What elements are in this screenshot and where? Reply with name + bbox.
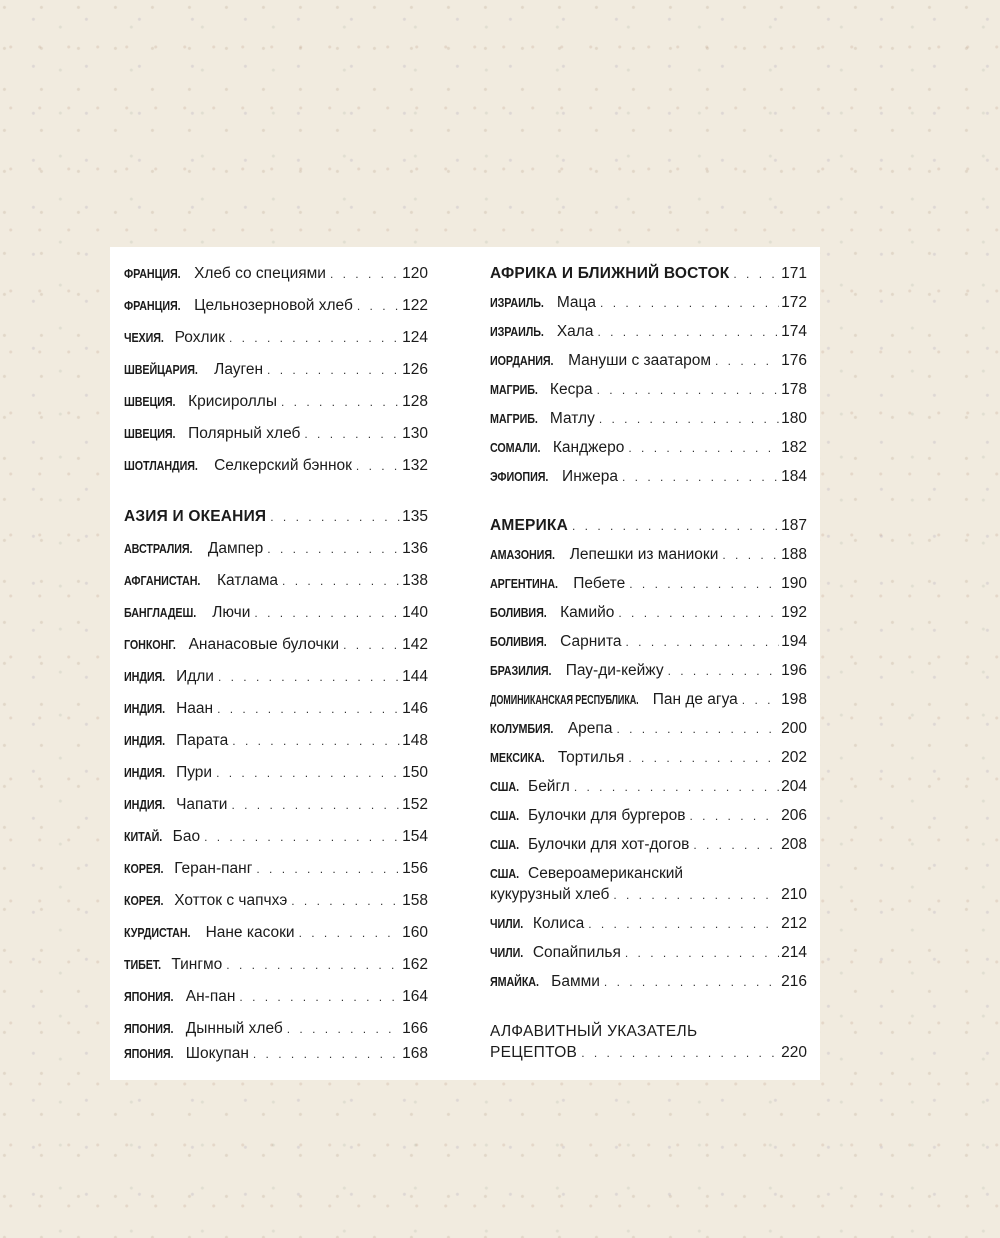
entry-country: ЧЕХИЯ. xyxy=(124,331,164,345)
entry-page: 200 xyxy=(781,720,807,737)
entry-country: ЯПОНИЯ. xyxy=(124,990,174,1004)
entry-country: ИОРДАНИЯ. xyxy=(490,354,554,368)
toc-entry[interactable] xyxy=(124,763,428,783)
entry-page: 120 xyxy=(402,265,428,282)
toc-entry[interactable] xyxy=(490,467,807,487)
toc-entry[interactable] xyxy=(124,456,428,476)
entry-country: ИНДИЯ. xyxy=(124,670,166,684)
entry-title: Полярный хлеб xyxy=(188,425,301,442)
leader-dots xyxy=(304,424,400,444)
entry-page: 192 xyxy=(781,604,807,621)
leader-dots xyxy=(629,574,779,594)
toc-entry[interactable] xyxy=(124,360,428,380)
toc-entry[interactable] xyxy=(490,574,807,594)
entry-page: 182 xyxy=(781,439,807,456)
leader-dots xyxy=(253,1044,400,1064)
toc-index-first-line[interactable] xyxy=(490,1022,697,1042)
entry-page: 136 xyxy=(402,540,428,557)
leader-dots xyxy=(742,690,779,710)
entry-title: Пау-ди-кейжу xyxy=(565,662,664,679)
entry-country: ЯПОНИЯ. xyxy=(124,1047,174,1061)
toc-entry[interactable] xyxy=(124,635,428,655)
entry-title: Сарнита xyxy=(560,633,622,650)
leader-dots xyxy=(626,632,779,652)
entry-title: Пебете xyxy=(573,575,626,592)
entry-page: 150 xyxy=(402,764,428,781)
leader-dots xyxy=(267,539,400,559)
section-label: АМЕРИКА xyxy=(490,517,568,534)
toc-entry[interactable] xyxy=(124,891,428,911)
leader-dots xyxy=(618,603,779,623)
toc-entry[interactable] xyxy=(124,731,428,751)
leader-dots xyxy=(226,955,400,975)
entry-country: ДОМИНИКАНСКАЯ РЕСПУБЛИКА. xyxy=(490,693,639,707)
toc-entry[interactable] xyxy=(124,859,428,879)
entry-title: Дампер xyxy=(207,540,264,557)
entry-country: ЧИЛИ. xyxy=(490,917,524,931)
entry-country: ТИБЕТ. xyxy=(124,958,162,972)
entry-page: 148 xyxy=(402,732,428,749)
entry-country: ШВЕЦИЯ. xyxy=(124,427,176,441)
toc-entry[interactable] xyxy=(490,914,807,934)
leader-dots xyxy=(628,438,779,458)
leader-dots xyxy=(690,806,779,826)
leader-dots xyxy=(668,661,779,681)
entry-country: МАГРИБ. xyxy=(490,383,538,397)
entry-page: 204 xyxy=(781,778,807,795)
entry-page: 180 xyxy=(781,410,807,427)
entry-country: ЯМАЙКА. xyxy=(490,975,539,989)
entry-page: 140 xyxy=(402,604,428,621)
toc-entry[interactable] xyxy=(124,923,428,943)
toc-entry[interactable] xyxy=(490,661,807,681)
entry-page: 135 xyxy=(402,508,428,525)
entry-country: США. xyxy=(490,809,519,823)
toc-entry[interactable] xyxy=(124,603,428,623)
entry-title: Дынный хлеб xyxy=(185,1020,283,1037)
toc-entry[interactable] xyxy=(490,748,807,768)
entry-page: 187 xyxy=(781,517,807,534)
entry-page: 128 xyxy=(402,393,428,410)
leader-dots xyxy=(256,859,400,879)
toc-entry[interactable] xyxy=(490,943,807,963)
leader-dots xyxy=(217,699,400,719)
leader-dots xyxy=(204,827,400,847)
toc-entry[interactable] xyxy=(490,632,807,652)
entry-page: 198 xyxy=(781,691,807,708)
entry-country: КОРЕЯ. xyxy=(124,894,164,908)
leader-dots xyxy=(599,409,779,429)
entry-title: Булочки для бургеров xyxy=(528,807,686,824)
toc-entry[interactable] xyxy=(490,351,807,371)
leader-dots xyxy=(622,467,779,487)
entry-page: 154 xyxy=(402,828,428,845)
entry-title: Пан де агуа xyxy=(652,691,738,708)
entry-title: Кесра xyxy=(549,381,593,398)
leader-dots xyxy=(229,328,400,348)
entry-country: ИЗРАИЛЬ. xyxy=(490,325,544,339)
entry-title: Пури xyxy=(176,764,213,781)
entry-page: 220 xyxy=(781,1044,807,1061)
entry-country: БРАЗИЛИЯ. xyxy=(490,664,552,678)
entry-title: Мануши с заатаром xyxy=(568,352,711,369)
entry-title: Ан-пан xyxy=(185,988,236,1005)
entry-page: 126 xyxy=(402,361,428,378)
toc-entry[interactable] xyxy=(490,777,807,797)
entry-country: ИЗРАИЛЬ. xyxy=(490,296,544,310)
entry-title: Наан xyxy=(176,700,214,717)
leader-dots xyxy=(239,987,400,1007)
entry-country: США. xyxy=(490,838,519,852)
toc-entry[interactable] xyxy=(490,293,807,313)
entry-page: 132 xyxy=(402,457,428,474)
leader-dots xyxy=(581,1043,779,1063)
entry-country: АРГЕНТИНА. xyxy=(490,577,558,591)
entry-title: Бамми xyxy=(551,973,600,990)
entry-page: 210 xyxy=(781,886,807,903)
entry-page: 178 xyxy=(781,381,807,398)
entry-country: КОЛУМБИЯ. xyxy=(490,722,554,736)
toc-entry[interactable] xyxy=(490,806,807,826)
entry-title: Парата xyxy=(176,732,229,749)
entry-title: Хлеб со специями xyxy=(194,265,326,282)
entry-title: Инжера xyxy=(562,468,618,485)
entry-page: 216 xyxy=(781,973,807,990)
entry-country: ФРАНЦИЯ. xyxy=(124,299,181,313)
entry-page: 162 xyxy=(402,956,428,973)
toc-entry[interactable] xyxy=(124,667,428,687)
toc-entry[interactable] xyxy=(490,719,807,739)
toc-entry[interactable] xyxy=(124,264,428,284)
leader-dots xyxy=(616,719,779,739)
entry-country: АВСТРАЛИЯ. xyxy=(124,542,193,556)
entry-country: ИНДИЯ. xyxy=(124,766,166,780)
entry-title: Идли xyxy=(176,668,214,685)
entry-page: 212 xyxy=(781,915,807,932)
entry-page: 208 xyxy=(781,836,807,853)
entry-title: Канджеро xyxy=(552,439,625,456)
leader-dots xyxy=(299,923,400,943)
toc-entry[interactable] xyxy=(124,987,428,1007)
entry-country: США. xyxy=(490,780,519,794)
entry-page: 196 xyxy=(781,662,807,679)
entry-country: БОЛИВИЯ. xyxy=(490,635,547,649)
entry-page: 164 xyxy=(402,988,428,1005)
entry-title: Хала xyxy=(556,323,594,340)
toc-entry[interactable] xyxy=(124,328,428,348)
toc-entry[interactable] xyxy=(124,571,428,591)
entry-title: Ананасовые булочки xyxy=(188,636,340,653)
leader-dots xyxy=(231,795,400,815)
toc-entry[interactable] xyxy=(490,322,807,342)
entry-page: 156 xyxy=(402,860,428,877)
leader-dots xyxy=(291,891,400,911)
entry-country: ГОНКОНГ. xyxy=(124,638,176,652)
entry-country: ШВЕЦИЯ. xyxy=(124,395,176,409)
leader-dots xyxy=(232,731,400,751)
entry-title: Селкерский бэннок xyxy=(214,457,352,474)
entry-page: 188 xyxy=(781,546,807,563)
leader-dots xyxy=(693,835,779,855)
entry-country: КОРЕЯ. xyxy=(124,862,164,876)
leader-dots xyxy=(218,667,400,687)
entry-title: Геран-панг xyxy=(174,860,253,877)
entry-country: АФГАНИСТАН. xyxy=(124,574,201,588)
entry-page: 158 xyxy=(402,892,428,909)
toc-entry[interactable] xyxy=(490,380,807,400)
toc-entry[interactable] xyxy=(124,424,428,444)
entry-title: Лепешки из маниоки xyxy=(569,546,719,563)
toc-entry[interactable] xyxy=(490,409,807,429)
entry-country: США. xyxy=(490,867,519,881)
leader-dots xyxy=(270,507,400,527)
leader-dots xyxy=(267,360,400,380)
entry-title: Бейгл xyxy=(528,778,570,795)
entry-page: 214 xyxy=(781,944,807,961)
entry-page: 152 xyxy=(402,796,428,813)
entry-country: АМАЗОНИЯ. xyxy=(490,548,555,562)
toc-entry[interactable] xyxy=(490,835,807,855)
entry-page: 122 xyxy=(402,297,428,314)
entry-title: Арепа xyxy=(567,720,613,737)
entry-title-line1: Североамериканский xyxy=(528,865,684,882)
toc-entry[interactable] xyxy=(490,545,807,565)
entry-title-line2: кукурузный хлеб xyxy=(490,886,610,903)
leader-dots xyxy=(604,972,779,992)
leader-dots xyxy=(613,885,779,905)
entry-country: БОЛИВИЯ. xyxy=(490,606,547,620)
entry-title: Лючи xyxy=(212,604,251,621)
leader-dots xyxy=(588,914,779,934)
entry-page: 202 xyxy=(781,749,807,766)
entry-title: Лауген xyxy=(214,361,264,378)
entry-page: 194 xyxy=(781,633,807,650)
toc-section-heading[interactable] xyxy=(124,507,428,527)
entry-title: Маца xyxy=(556,294,597,311)
toc-entry[interactable] xyxy=(124,1019,428,1039)
toc-entry-multiline-first[interactable] xyxy=(490,864,683,884)
entry-page: 174 xyxy=(781,323,807,340)
entry-page: 166 xyxy=(402,1020,428,1037)
entry-page: 172 xyxy=(781,294,807,311)
entry-page: 206 xyxy=(781,807,807,824)
entry-page: 184 xyxy=(781,468,807,485)
entry-country: ФРАНЦИЯ. xyxy=(124,267,181,281)
leader-dots xyxy=(722,545,779,565)
entry-title: Камийо xyxy=(560,604,615,621)
leader-dots xyxy=(330,264,400,284)
entry-title: Тортилья xyxy=(557,749,625,766)
index-label-line1: АЛФАВИТНЫЙ УКАЗАТЕЛЬ xyxy=(490,1023,698,1040)
entry-country: ЯПОНИЯ. xyxy=(124,1022,174,1036)
section-label: АФРИКА И БЛИЖНИЙ ВОСТОК xyxy=(490,265,730,282)
entry-title: Цельнозерновой хлеб xyxy=(194,297,353,314)
index-label-line2: РЕЦЕПТОВ xyxy=(490,1044,578,1061)
entry-title: Хотток с чапчхэ xyxy=(174,892,288,909)
leader-dots xyxy=(356,456,400,476)
entry-page: 138 xyxy=(402,572,428,589)
toc-entry[interactable] xyxy=(124,392,428,412)
toc-entry-multiline-second[interactable] xyxy=(490,885,807,905)
entry-title: Чапати xyxy=(176,796,228,813)
entry-title: Тингмо xyxy=(171,956,223,973)
entry-title: Катлама xyxy=(217,572,279,589)
leader-dots xyxy=(597,322,779,342)
leader-dots xyxy=(715,351,779,371)
entry-title: Булочки для хот-догов xyxy=(528,836,690,853)
toc-entry[interactable] xyxy=(124,955,428,975)
leader-dots xyxy=(343,635,400,655)
entry-title: Нане касоки xyxy=(205,924,295,941)
entry-page: 168 xyxy=(402,1045,428,1062)
leader-dots xyxy=(733,264,779,284)
leader-dots xyxy=(625,943,779,963)
table-of-contents xyxy=(110,247,820,1080)
leader-dots xyxy=(574,777,779,797)
entry-title: Шокупан xyxy=(185,1045,249,1062)
entry-title: Матлу xyxy=(549,410,595,427)
entry-page: 144 xyxy=(402,668,428,685)
section-label: АЗИЯ И ОКЕАНИЯ xyxy=(124,508,267,525)
entry-country: КИТАЙ. xyxy=(124,830,163,844)
entry-country: ИНДИЯ. xyxy=(124,798,166,812)
leader-dots xyxy=(357,296,400,316)
entry-country: ШВЕЙЦАРИЯ. xyxy=(124,363,198,377)
leader-dots xyxy=(600,293,779,313)
entry-page: 142 xyxy=(402,636,428,653)
entry-country: ЧИЛИ. xyxy=(490,946,524,960)
toc-entry[interactable] xyxy=(124,795,428,815)
entry-country: МЕКСИКА. xyxy=(490,751,545,765)
toc-entry[interactable] xyxy=(490,690,807,710)
toc-entry[interactable] xyxy=(490,603,807,623)
entry-country: СОМАЛИ. xyxy=(490,441,541,455)
entry-page: 171 xyxy=(781,265,807,282)
entry-country: ИНДИЯ. xyxy=(124,702,166,716)
entry-title: Бао xyxy=(172,828,201,845)
entry-country: ЭФИОПИЯ. xyxy=(490,470,549,484)
leader-dots xyxy=(572,516,779,536)
leader-dots xyxy=(597,380,779,400)
toc-entry[interactable] xyxy=(490,438,807,458)
toc-entry[interactable] xyxy=(124,699,428,719)
toc-entry[interactable] xyxy=(490,972,807,992)
entry-page: 176 xyxy=(781,352,807,369)
entry-page: 124 xyxy=(402,329,428,346)
entry-title: Рохлик xyxy=(174,329,225,346)
entry-country: МАГРИБ. xyxy=(490,412,538,426)
toc-section-heading[interactable] xyxy=(490,516,807,536)
entry-country: БАНГЛАДЕШ. xyxy=(124,606,197,620)
toc-entry[interactable] xyxy=(124,539,428,559)
entry-country: ШОТЛАНДИЯ. xyxy=(124,459,198,473)
entry-page: 130 xyxy=(402,425,428,442)
leader-dots xyxy=(628,748,779,768)
entry-page: 160 xyxy=(402,924,428,941)
entry-page: 146 xyxy=(402,700,428,717)
entry-title: Колиса xyxy=(532,915,585,932)
toc-index-entry[interactable] xyxy=(490,1043,807,1063)
leader-dots xyxy=(254,603,400,623)
entry-country: КУРДИСТАН. xyxy=(124,926,191,940)
toc-entry[interactable] xyxy=(124,1044,428,1064)
entry-title: Крисироллы xyxy=(188,393,277,410)
leader-dots xyxy=(287,1019,400,1039)
toc-entry[interactable] xyxy=(124,296,428,316)
entry-country: ИНДИЯ. xyxy=(124,734,166,748)
entry-page: 190 xyxy=(781,575,807,592)
leader-dots xyxy=(216,763,400,783)
entry-title: Сопайпилья xyxy=(532,944,621,961)
leader-dots xyxy=(281,392,400,412)
leader-dots xyxy=(282,571,400,591)
toc-section-heading[interactable] xyxy=(490,264,807,284)
toc-entry[interactable] xyxy=(124,827,428,847)
